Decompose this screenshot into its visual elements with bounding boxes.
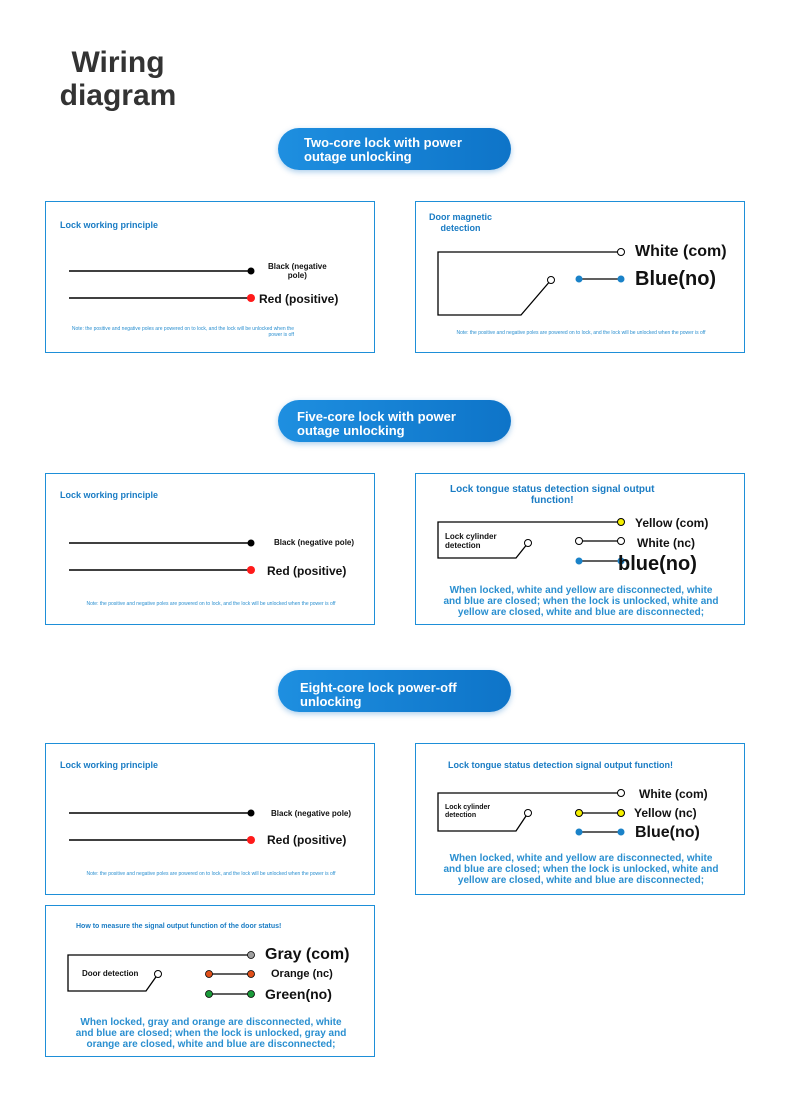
yellow-nc-label: Yellow (nc) (634, 806, 697, 820)
red-label: Red (positive) (267, 833, 347, 847)
two-core-lock-principle-card (45, 201, 375, 353)
red-label: Red (positive) (267, 564, 347, 578)
white-com-label: White (com) (639, 787, 708, 801)
card-description: When locked, white and yellow are disconnected, white and blue are closed; when the lock is unlocked, white and yellow are closed, white and blue are disconnected; (443, 585, 719, 618)
green-contact (206, 991, 213, 998)
card-heading: Lock working principle (60, 220, 159, 230)
door-pivot (155, 971, 162, 978)
card-heading: Lock working principle (60, 490, 159, 500)
orange-terminal (248, 971, 255, 978)
card-note: Note: the positive and negative poles are powered on to lock, and the lock will be unlocked when the power is off (456, 330, 706, 336)
blue-terminal (618, 276, 625, 283)
section-pill-two-core (278, 128, 511, 170)
pill-label: Five-core lock with power outage unlocking (297, 409, 456, 438)
white-terminal (618, 538, 625, 545)
cylinder-pivot (525, 540, 532, 547)
blue-no-label: Blue(no) (635, 268, 717, 290)
black-terminal (248, 540, 255, 547)
five-core-lock-principle-card (45, 473, 375, 625)
blue-no-label: blue(no) (618, 553, 697, 575)
card-heading: Lock working principle (60, 760, 159, 770)
eight-core-lock-principle-card (45, 743, 375, 895)
blue-contact (576, 558, 583, 565)
orange-nc-label: Orange (nc) (271, 968, 333, 980)
card-note: Note: the positive and negative poles are powered on to lock, and the lock will be unlocked when the power is off (86, 871, 336, 877)
door-status-detection-card (45, 905, 375, 1057)
black-terminal (248, 268, 255, 275)
black-label: Black (negative pole) (271, 809, 352, 818)
eight-core-lock-tongue-card (415, 743, 745, 895)
yellow-terminal (618, 519, 625, 526)
card-description: When locked, gray and orange are disconnected, white and blue are closed; when the lock is unlocked, gray and orange are closed, white and blue are disconnected; (75, 1017, 347, 1050)
black-terminal (248, 810, 255, 817)
blue-contact (576, 829, 583, 836)
black-label: Black (negative pole) (274, 538, 355, 547)
card-heading: Door magnetic detection (429, 212, 493, 233)
five-core-lock-tongue-card (415, 473, 745, 625)
cylinder-label: Lock cylinder detection (445, 804, 491, 819)
blue-terminal (618, 829, 625, 836)
green-terminal (248, 991, 255, 998)
card-description: When locked, white and yellow are disconnected, white and blue are closed; when the lock is unlocked, white and yellow are closed, white and blue are disconnected; (443, 853, 719, 886)
white-terminal (618, 790, 625, 797)
card-heading: Lock tongue status detection signal output function! (450, 484, 655, 506)
switch-pivot (548, 277, 555, 284)
white-terminal (618, 249, 625, 256)
red-terminal (247, 294, 255, 302)
blue-no-label: Blue(no) (635, 824, 700, 841)
page-title: Wiring diagram (59, 46, 177, 112)
card-heading: Lock tongue status detection signal output function! (448, 760, 673, 770)
section-pill-five-core (278, 400, 511, 442)
orange-contact (206, 971, 213, 978)
green-no-label: Green(no) (265, 986, 332, 1002)
yellow-contact (576, 810, 583, 817)
card-note: Note: the positive and negative poles are powered on to lock, and the lock will be unlocked when the power is off (86, 601, 336, 607)
yellow-com-label: Yellow (com) (635, 516, 709, 530)
white-contact (576, 538, 583, 545)
red-terminal (247, 836, 255, 844)
yellow-terminal (618, 810, 625, 817)
black-label: Black (negative pole) (268, 262, 327, 280)
gray-terminal (248, 952, 255, 959)
cylinder-label: Lock cylinder detection (445, 532, 497, 550)
gray-com-label: Gray (com) (265, 946, 350, 963)
red-label: Red (positive) (259, 292, 339, 306)
red-terminal (247, 566, 255, 574)
pill-label: Two-core lock with power outage unlocking (304, 135, 462, 164)
blue-contact (576, 276, 583, 283)
door-magnetic-detection-card (415, 201, 745, 353)
card-heading: How to measure the signal output function of the door status! (76, 923, 282, 930)
card-note: Note: the positive and negative poles are powered on to lock, and the lock will be unlocked when the power is off (71, 326, 294, 338)
section-pill-eight-core (278, 670, 511, 712)
cylinder-pivot (525, 810, 532, 817)
white-nc-label: White (nc) (637, 536, 695, 550)
door-detection-label: Door detection (82, 969, 139, 978)
white-com-label: White (com) (635, 243, 727, 260)
pill-label: Eight-core lock power-off unlocking (300, 680, 457, 709)
switch-circuit (438, 252, 621, 315)
